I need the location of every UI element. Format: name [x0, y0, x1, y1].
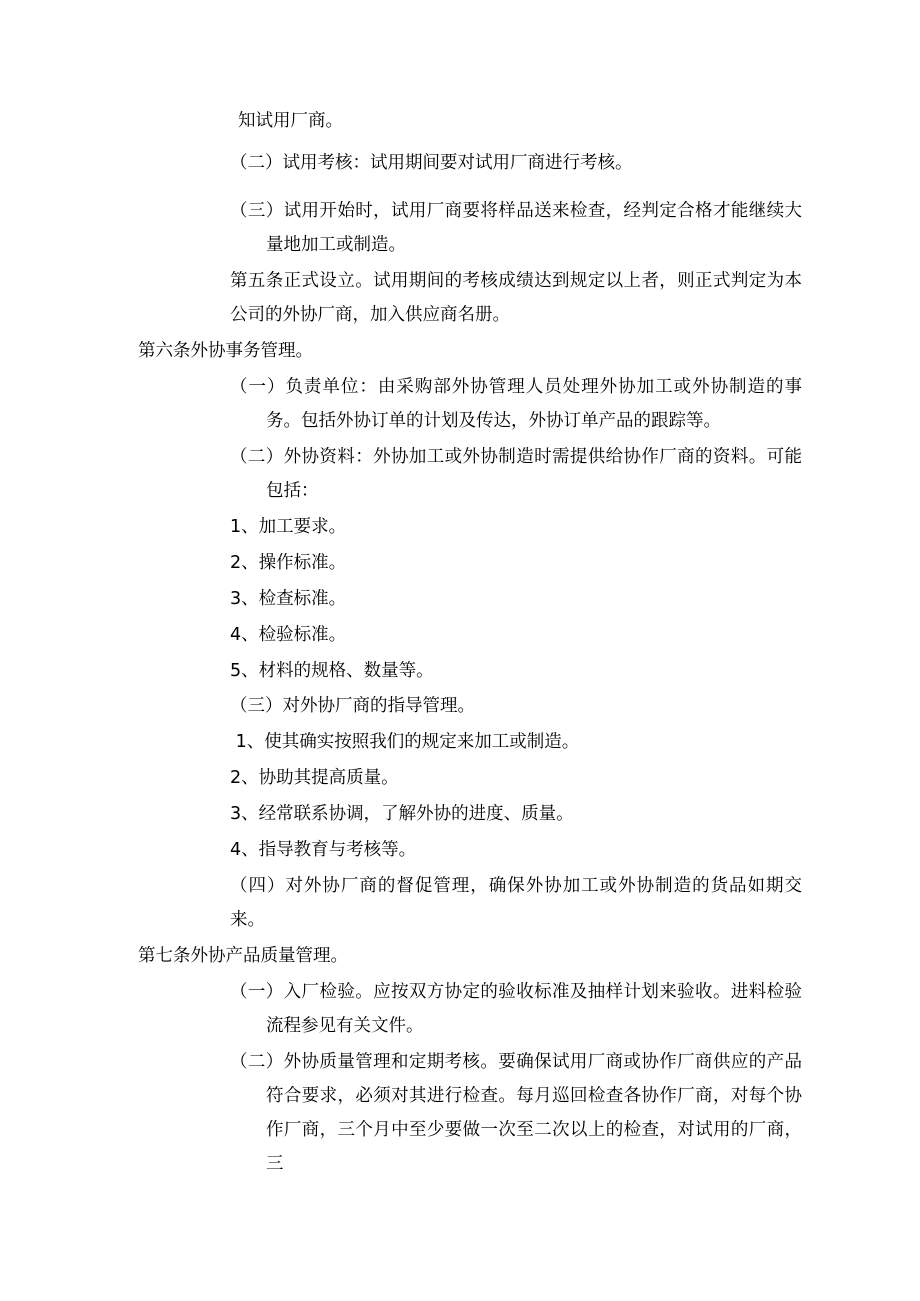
paragraph: 第七条外协产品质量管理。 — [138, 945, 348, 966]
paragraph: 1、加工要求。 — [230, 517, 347, 537]
paragraph: （三）试用开始时，试用厂商要将样品送来检查，经判定合格才能继续大量地加工或制造。 — [230, 201, 802, 256]
paragraph: 5、材料的规格、数量等。 — [230, 660, 434, 681]
paragraph: （二）外协资料：外协加工或外协制造时需提供给协作厂商的资料。可能包括： — [230, 447, 802, 502]
paragraph: （四）对外协厂商的督促管理，确保外协加工或外协制造的货品如期交来。 — [230, 875, 802, 930]
paragraph: 3、检查标准。 — [230, 588, 347, 609]
paragraph: （三）对外协厂商的指导管理。 — [230, 696, 475, 717]
paragraph: 4、检验标准。 — [230, 624, 347, 645]
paragraph: 4、指导教育与考核等。 — [230, 839, 417, 860]
paragraph: 知试用厂商。 — [238, 111, 343, 131]
paragraph: 2、操作标准。 — [230, 552, 347, 573]
paragraph: （二）试用考核：试用期间要对试用厂商进行考核。 — [230, 153, 633, 173]
paragraph: 2、协助其提高质量。 — [230, 768, 399, 789]
document-body — [138, 104, 802, 1181]
paragraph: 1、使其确实按照我们的规定来加工或制造。 — [230, 732, 580, 753]
paragraph: 第六条外协事务管理。 — [138, 341, 313, 362]
paragraph: 第五条正式设立。试用期间的考核成绩达到规定以上者，则正式判定为本公司的外协厂商，加入供应商名册。 — [230, 271, 802, 326]
paragraph: （一）负责单位：由采购部外协管理人员处理外协加工或外协制造的事务。包括外协订单的计划及传达，外协订单产品的跟踪等。 — [230, 377, 802, 432]
paragraph: （二）外协质量管理和定期考核。要确保试用厂商或协作厂商供应的产品符合要求，必须对其进行检查。每月巡回检查各协作厂商，对每个协作厂商，三个月中至少要做一次至二次以上的检查，对试用的厂商，三 — [230, 1051, 802, 1174]
paragraph: 3、经常联系协调，了解外协的进度、质量。 — [230, 804, 574, 824]
paragraph: （一）入厂检验。应按双方协定的验收标准及抽样计划来验收。进料检验流程参见有关文件。 — [230, 981, 802, 1036]
